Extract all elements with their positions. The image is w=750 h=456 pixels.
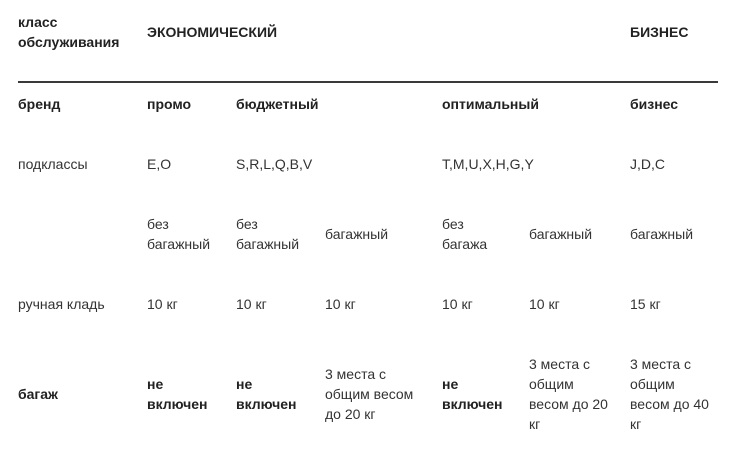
baggage-budget-2: 3 места с общим весом до 20 кг (325, 366, 414, 422)
fare-budget-2: багажный (325, 226, 389, 242)
baggage-optimal-1: не включен (442, 376, 503, 412)
baggage-business: 3 места с общим весом до 40 кг (630, 356, 709, 432)
carryon-promo: 10 кг (147, 296, 178, 312)
carryon-business: 15 кг (630, 296, 661, 312)
carryon-budget-1: 10 кг (236, 296, 267, 312)
header-economy: ЭКОНОМИЧЕСКИЙ (147, 24, 278, 40)
header-divider (18, 81, 718, 83)
carryon-budget-2: 10 кг (325, 296, 356, 312)
brand-promo: промо (147, 96, 192, 112)
subclass-budget: S,R,L,Q,B,V (236, 156, 313, 172)
baggage-budget-1: не включен (236, 376, 297, 412)
fare-optimal-1: без багажа (442, 216, 488, 252)
baggage-label: багаж (18, 386, 58, 402)
brand-business: бизнес (630, 96, 679, 112)
subclass-promo: E,O (147, 156, 172, 172)
header-class-label: класс обслуживания (18, 14, 120, 50)
carryon-optimal-1: 10 кг (442, 296, 473, 312)
fare-business: багажный (630, 226, 694, 242)
baggage-promo: не включен (147, 376, 208, 412)
carryon-label: ручная кладь (18, 296, 105, 312)
baggage-optimal-2: 3 места с общим весом до 20 кг (529, 356, 608, 432)
carryon-optimal-2: 10 кг (529, 296, 560, 312)
brand-optimal: оптимальный (442, 96, 539, 112)
brand-label: бренд (18, 96, 61, 112)
subclass-optimal: T,M,U,X,H,G,Y (442, 156, 534, 172)
subclass-business: J,D,C (630, 156, 665, 172)
subclass-label: подклассы (18, 156, 88, 172)
header-business: БИЗНЕС (630, 24, 689, 40)
fare-budget-1: без багажный (236, 216, 300, 252)
brand-budget: бюджетный (236, 96, 319, 112)
fare-promo: без багажный (147, 216, 211, 252)
fare-optimal-2: багажный (529, 226, 593, 242)
